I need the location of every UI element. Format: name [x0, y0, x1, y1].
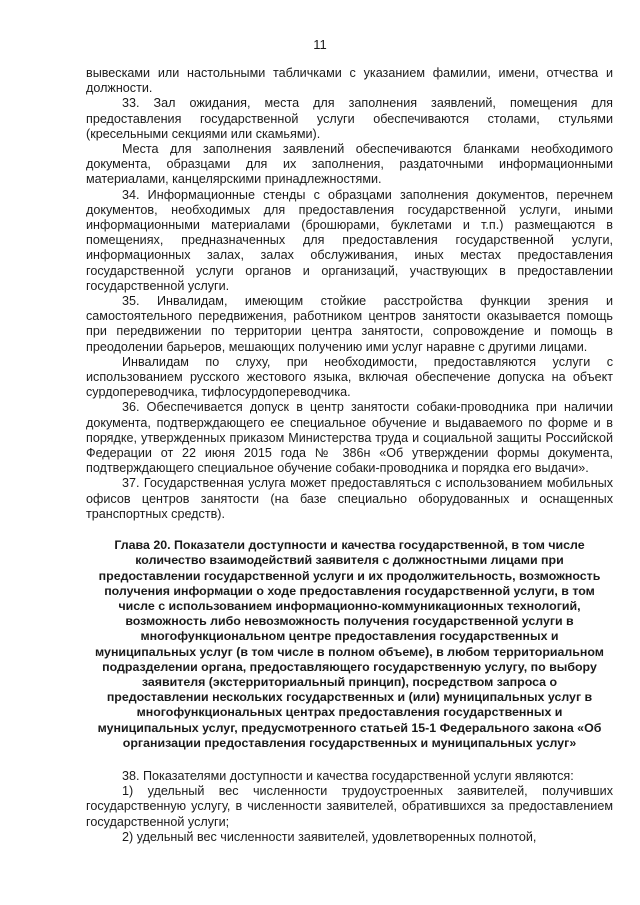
- chapter-heading: Глава 20. Показатели доступности и качества государственной, в том числе количество взаимодействий заявителя с должностными лицами при предоставлении государственной услуги и их продолжительность, возможность получения информации о ходе предоставления государственной услуги, в том числе с использованием информационно-коммуникационных технологий, возможность либо невозможность получения государственной услуги в многофункциональном центре предоставления государственных и муниципальных услуг (в том числе в полном объеме), в любом территориальном подразделении органа, предоставляющего государственную услугу, по выбору заявителя (экстерриториальный принцип), посредством запроса о предоставлении нескольких государственных и (или) муниципальных услуг в многофункциональных центрах предоставления государственных и муниципальных услуг, предусмотренного статьей 15-1 Федерального закона «Об организации предоставления государственных и муниципальных услуг»: [95, 538, 604, 750]
- list-item-2: 2) удельный вес численности заявителей, удовлетворенных полнотой,: [122, 829, 537, 844]
- paragraph-hearing: Инвалидам по слуху, при необходимости, предоставляются услуги с использованием русского жестового языка, включая обеспечение допуска на объект сурдопереводчика, тифлосурдопереводчика.: [86, 354, 613, 400]
- paragraph-37: 37. Государственная услуга может предоставляться с использованием мобильных офисов центров занятости (на базе специально оборудованных и оснащенных транспортных средств).: [86, 476, 613, 521]
- document-body: [86, 66, 613, 845]
- page-number: 11: [313, 37, 327, 52]
- list-item-1: 1) удельный вес численности трудоустроенных заявителей, получивших государственную услугу, в численности заявителей, обратившихся за предоставлением государственной услуги;: [86, 784, 613, 829]
- paragraph-continuation: вывесками или настольными табличками с указанием фамилии, имени, отчества и должности.: [86, 66, 613, 96]
- paragraph-36: 36. Обеспечивается допуск в центр занятости собаки-проводника при наличии документа, подтверждающего ее специальное обучение и выдаваемого по форме и в порядке, утвержденных приказом Министерства труда и социальной защиты Российской Федерации от 22 июня 2015 года № 386н «Об утверждении формы документа, подтверждающего специальное обучение собаки-проводника и порядка его выдачи».: [86, 400, 613, 476]
- paragraph-33: 33. Зал ожидания, места для заполнения заявлений, помещения для предоставления государственной услуги обеспечиваются столами, стульями (кресельными секциями или скамьями).: [86, 96, 613, 141]
- paragraph-34: 34. Информационные стенды с образцами заполнения документов, перечнем документов, необходимых для предоставления государственной услуги, иными информационными материалами (брошюрами, буклетами и т.п.) размещаются в помещениях, предназначенных для предоставления государственной услуги, информационных залах, залах обслуживания, иных местах предоставления государственной услуги органов и организаций, участвующих в предоставлении государственной услуги.: [86, 187, 613, 293]
- paragraph-35: 35. Инвалидам, имеющим стойкие расстройства функции зрения и самостоятельного передвижения, работником центров занятости оказывается помощь при передвижении по территории центра занятости, сопровождение и помощь в преодолении барьеров, мешающих получению ими услуг наравне с другими лицами.: [86, 294, 613, 354]
- paragraph-38: 38. Показателями доступности и качества государственной услуги являются:: [122, 768, 574, 783]
- paragraph-forms: Места для заполнения заявлений обеспечиваются бланками необходимого документа, образцами для их заполнения, раздаточными информационными материалами, канцелярскими принадлежностями.: [86, 142, 613, 187]
